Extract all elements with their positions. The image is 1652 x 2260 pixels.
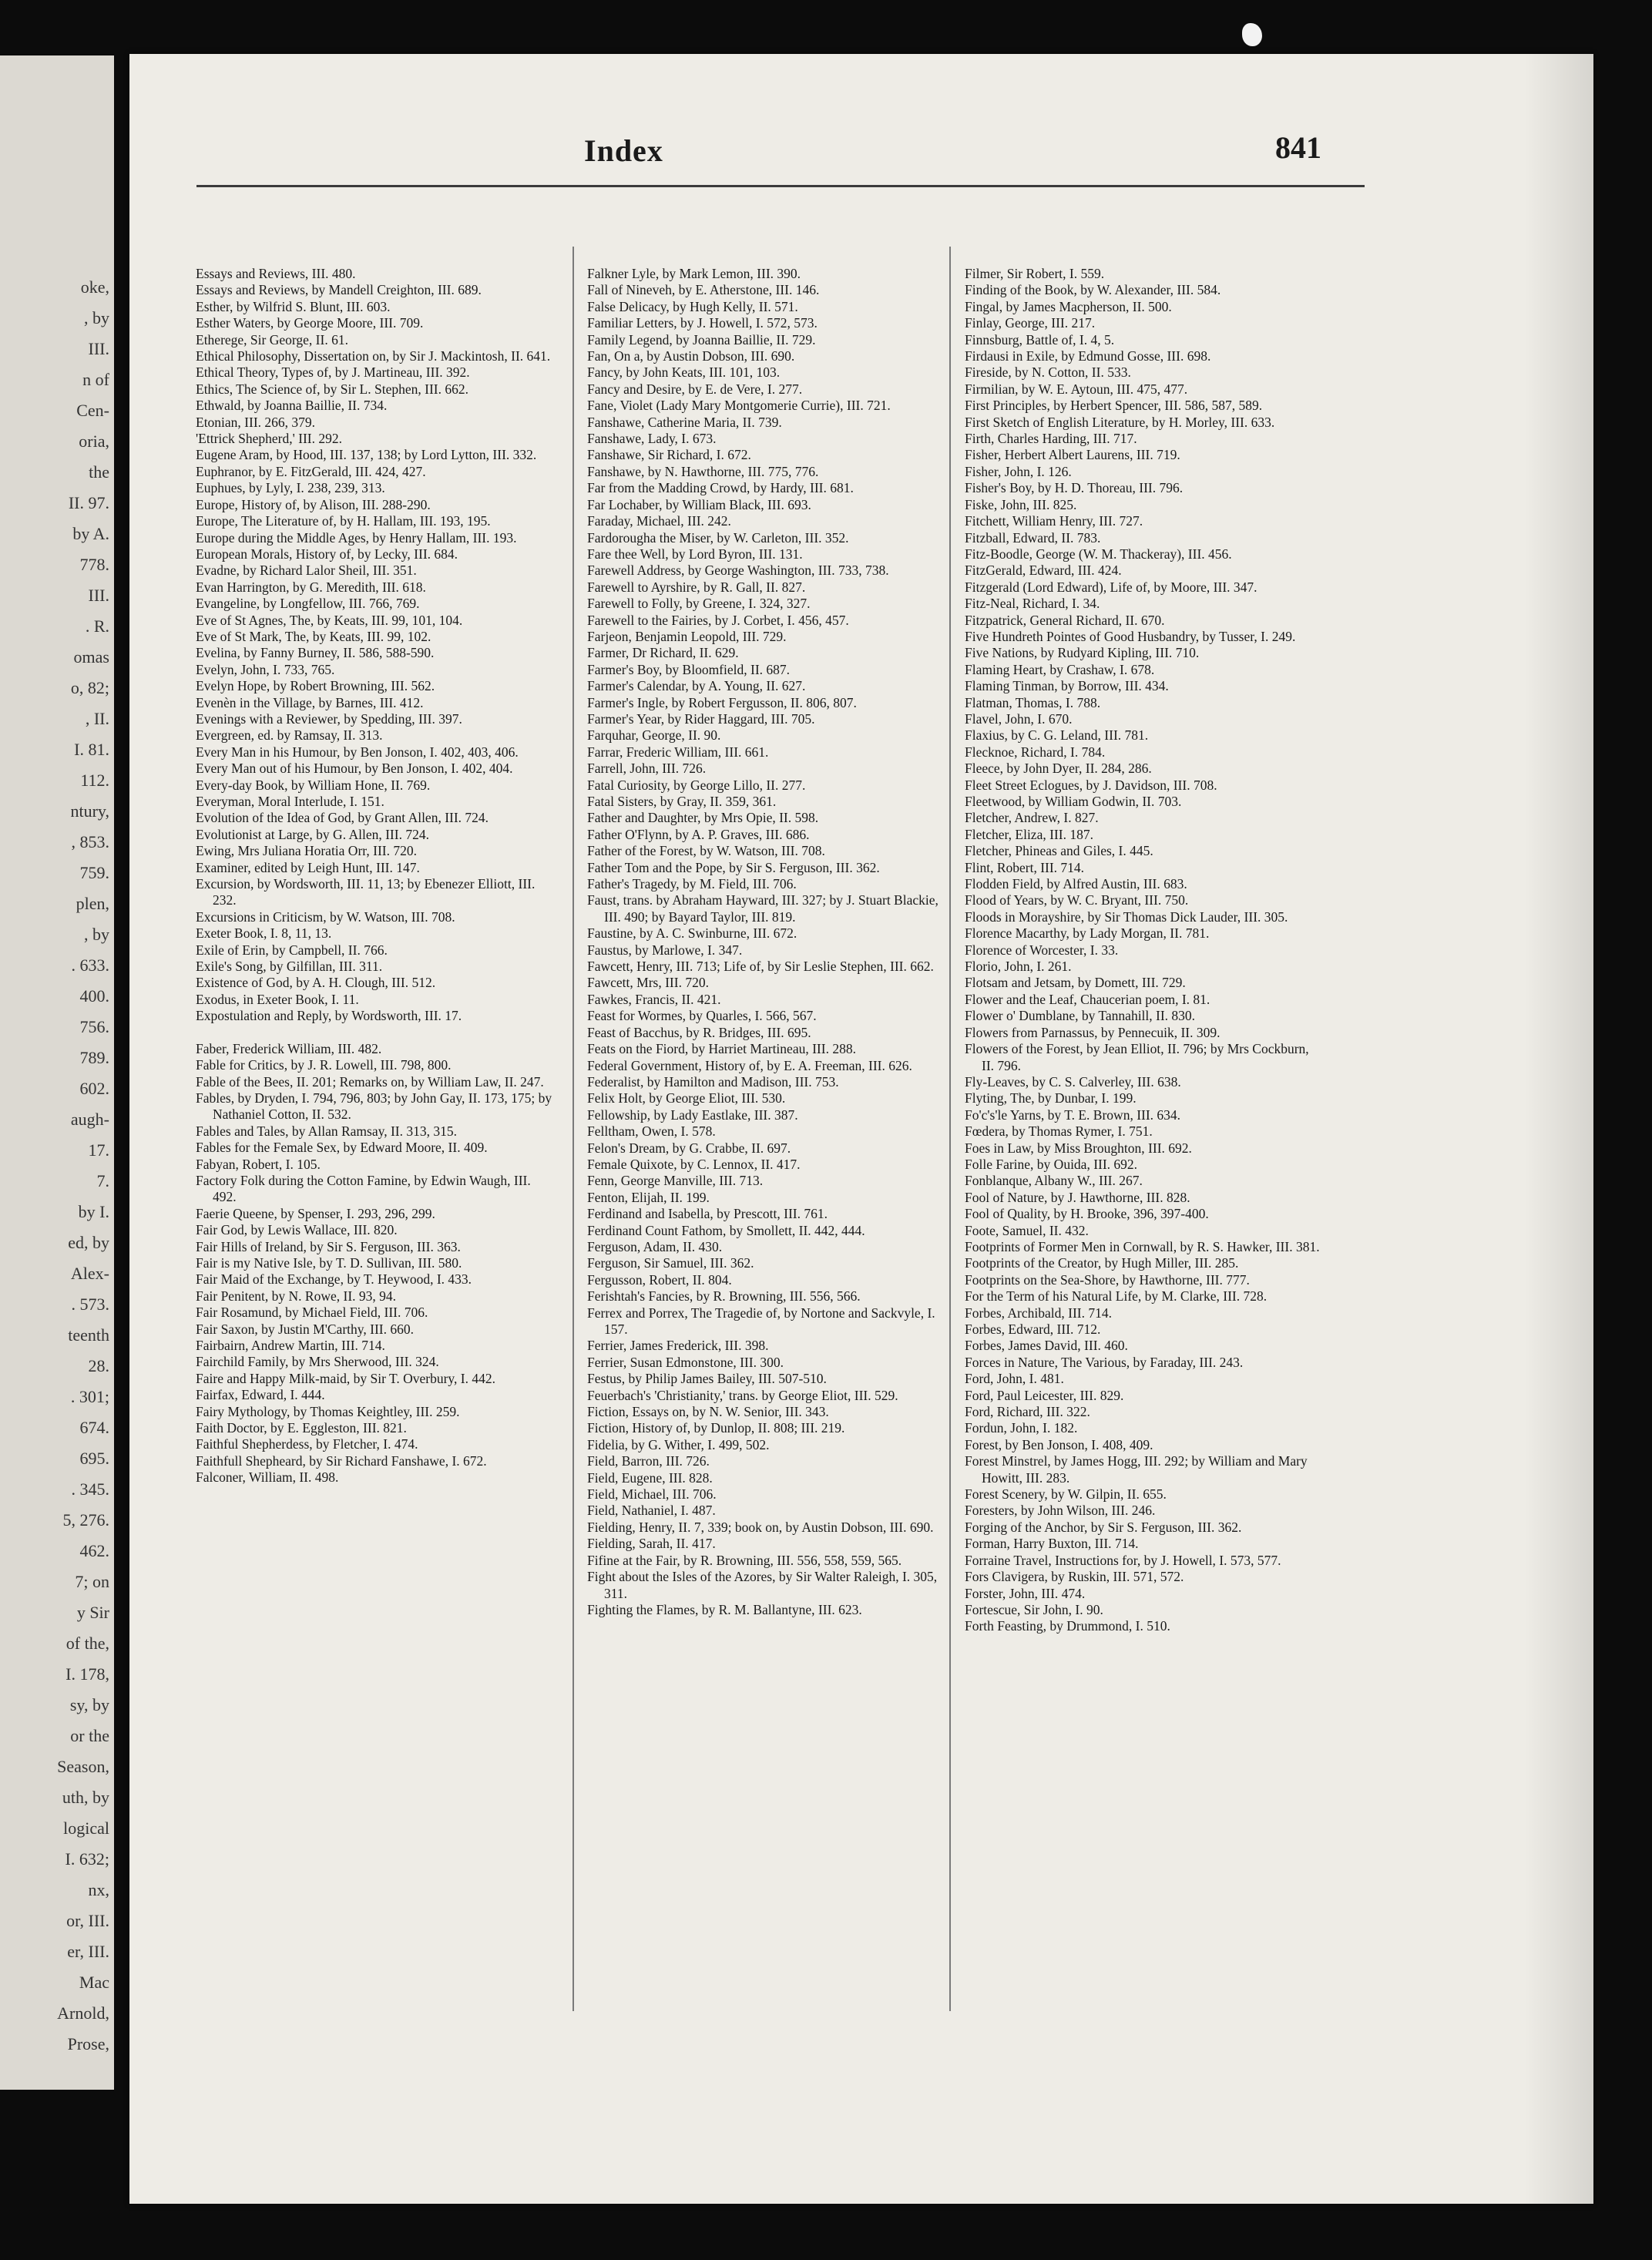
- index-entry: Ethical Theory, Types of, by J. Martineau, III. 392.: [196, 364, 470, 381]
- index-entry: Forbes, James David, III. 460.: [965, 1338, 1128, 1354]
- left-page-fragment: 112.: [80, 771, 109, 790]
- index-entry: Farewell to Folly, by Greene, I. 324, 327.: [587, 596, 811, 612]
- index-entry: Fitzball, Edward, II. 783.: [965, 529, 1101, 546]
- index-column-3: [965, 266, 1323, 1635]
- left-page-fragment: Mac: [79, 1973, 109, 1992]
- index-entry: Flowers from Parnassus, by Pennecuik, II. 309.: [965, 1024, 1221, 1040]
- index-entry: Evelyn, John, I. 733, 765.: [196, 661, 335, 677]
- index-entry: Firdausi in Exile, by Edmund Gosse, III. 698.: [965, 348, 1211, 364]
- left-page-fragment: ntury,: [70, 801, 109, 821]
- index-entry: Feats on the Fiord, by Harriet Martineau, III. 288.: [587, 1041, 856, 1057]
- left-page-fragment: Season,: [57, 1757, 109, 1776]
- index-entry: Evenèn in the Village, by Barnes, III. 412.: [196, 694, 424, 710]
- left-page-fragment: 7.: [96, 1171, 109, 1190]
- index-entry: Forth Feasting, by Drummond, I. 510.: [965, 1618, 1170, 1634]
- left-page-fragment: or, III.: [66, 1911, 109, 1930]
- index-entry: Exodus, in Exeter Book, I. 11.: [196, 991, 359, 1007]
- index-entry: Field, Michael, III. 706.: [587, 1486, 717, 1503]
- index-entry: Finnsburg, Battle of, I. 4, 5.: [965, 331, 1115, 348]
- index-entry: Fleece, by John Dyer, II. 284, 286.: [965, 761, 1152, 777]
- index-entry: Foote, Samuel, II. 432.: [965, 1222, 1089, 1238]
- index-column-2: [587, 266, 945, 1618]
- index-entry: Fair Hills of Ireland, by Sir S. Ferguson, III. 363.: [196, 1238, 461, 1254]
- index-entry: Fitz-Boodle, George (W. M. Thackeray), III. 456.: [965, 546, 1232, 562]
- index-entry: Excursion, by Wordsworth, III. 11, 13; by Ebenezer Elliott, III. 232.: [196, 876, 536, 908]
- index-entry: Fool of Nature, by J. Hawthorne, III. 828.: [965, 1189, 1190, 1205]
- left-page-fragment: augh-: [70, 1110, 109, 1129]
- index-entry: Fairy Mythology, by Thomas Keightley, III. 259.: [196, 1403, 460, 1419]
- index-entry: Fable for Critics, by J. R. Lowell, III. 798, 800.: [196, 1057, 452, 1073]
- index-entry: Fairbairn, Andrew Martin, III. 714.: [196, 1338, 385, 1353]
- index-entry: FitzGerald, Edward, III. 424.: [965, 562, 1122, 579]
- left-page-fragment: 28.: [88, 1356, 109, 1375]
- index-entry: Feast for Wormes, by Quarles, I. 566, 567.: [587, 1008, 817, 1024]
- index-entry: Flowers of the Forest, by Jean Elliot, II. 796; by Mrs Cockburn, II. 796.: [965, 1041, 1309, 1073]
- index-entry: Footprints of the Creator, by Hugh Miller, III. 285.: [965, 1255, 1239, 1271]
- index-entry: Flecknoe, Richard, I. 784.: [965, 744, 1106, 760]
- index-entry: Flower and the Leaf, Chaucerian poem, I. 81.: [965, 991, 1210, 1007]
- left-page-fragment: Arnold,: [57, 2003, 109, 2023]
- index-entry: Falconer, William, II. 498.: [196, 1469, 339, 1486]
- index-entry: Fair is my Native Isle, by T. D. Sullivan, III. 580.: [196, 1254, 462, 1271]
- left-page-fragment: 778.: [79, 555, 109, 574]
- left-page-fragment: I. 178,: [65, 1664, 109, 1684]
- index-entry: Foes in Law, by Miss Broughton, III. 692.: [965, 1140, 1192, 1156]
- index-entry: Fenn, George Manville, III. 713.: [587, 1173, 764, 1189]
- index-entry: Faerie Queene, by Spenser, I. 293, 296, 299.: [196, 1205, 435, 1221]
- index-entry: Ethwald, by Joanna Baillie, II. 734.: [196, 398, 388, 414]
- left-page-fragment: teenth: [68, 1325, 109, 1345]
- left-page-edge: [0, 55, 114, 2090]
- index-entry: Fidelia, by G. Wither, I. 499, 502.: [587, 1436, 770, 1452]
- index-entry: Forraine Travel, Instructions for, by J. Howell, I. 573, 577.: [965, 1552, 1281, 1568]
- index-entry: Fane, Violet (Lady Mary Montgomerie Currie), III. 721.: [587, 398, 891, 414]
- index-entry: Evolution of the Idea of God, by Grant Allen, III. 724.: [196, 810, 489, 826]
- index-entry: Fitzpatrick, General Richard, II. 670.: [965, 612, 1165, 628]
- index-entry: Forest, by Ben Jonson, I. 408, 409.: [965, 1436, 1153, 1452]
- index-entry: Faber, Frederick William, III. 482.: [196, 1040, 382, 1056]
- index-entry: Forbes, Archibald, III. 714.: [965, 1305, 1113, 1321]
- index-entry: Ferguson, Adam, II. 430.: [587, 1238, 723, 1254]
- index-entry: Examiner, edited by Leigh Hunt, III. 147.: [196, 859, 420, 875]
- index-entry: Forest Minstrel, by James Hogg, III. 292; by William and Mary Howitt, III. 283.: [965, 1453, 1308, 1486]
- index-entry: Exeter Book, I. 8, 11, 13.: [196, 925, 332, 942]
- index-entry: Faustine, by A. C. Swinburne, III. 672.: [587, 925, 797, 942]
- left-page-fragment: III.: [88, 339, 109, 358]
- index-entry: Flower o' Dumblane, by Tannahill, II. 830.: [965, 1008, 1196, 1024]
- index-entry: Fool of Quality, by H. Brooke, 396, 397-400.: [965, 1206, 1209, 1222]
- index-entry: Flood of Years, by W. C. Bryant, III. 750.: [965, 892, 1189, 908]
- index-entry: Forces in Nature, The Various, by Faraday, III. 243.: [965, 1354, 1244, 1370]
- index-entry: Europe during the Middle Ages, by Henry Hallam, III. 193.: [196, 529, 517, 546]
- index-entry: Familiar Letters, by J. Howell, I. 572, 573.: [587, 315, 818, 331]
- left-page-fragment: , 853.: [71, 832, 109, 851]
- left-page-fragment: uth, by: [62, 1788, 109, 1807]
- index-entry: Forster, John, III. 474.: [965, 1585, 1086, 1601]
- index-entry: Ferdinand and Isabella, by Prescott, III. 761.: [587, 1206, 828, 1222]
- left-page-fragment: 7; on: [75, 1572, 109, 1591]
- index-entry: Fletcher, Andrew, I. 827.: [965, 810, 1099, 826]
- index-entry: Flyting, The, by Dunbar, I. 199.: [965, 1090, 1137, 1106]
- index-entry: Fawkes, Francis, II. 421.: [587, 991, 721, 1007]
- index-entry: Flaming Tinman, by Borrow, III. 434.: [965, 678, 1169, 694]
- index-entry: Flaming Heart, by Crashaw, I. 678.: [965, 661, 1155, 677]
- index-entry: Fable of the Bees, II. 201; Remarks on, by William Law, II. 247.: [196, 1073, 544, 1090]
- index-entry: Family Legend, by Joanna Baillie, II. 729.: [587, 331, 816, 348]
- index-entry: Fletcher, Phineas and Giles, I. 445.: [965, 843, 1153, 859]
- index-entry: Fitchett, William Henry, III. 727.: [965, 513, 1143, 529]
- index-entry: Fors Clavigera, by Ruskin, III. 571, 572.: [965, 1569, 1184, 1585]
- index-entry: Farrell, John, III. 726.: [587, 761, 707, 777]
- index-entry: Eugene Aram, by Hood, III. 137, 138; by Lord Lytton, III. 332.: [196, 447, 537, 463]
- index-entry: Field, Nathaniel, I. 487.: [587, 1503, 716, 1519]
- index-entry: Ferrier, Susan Edmonstone, III. 300.: [587, 1354, 784, 1370]
- index-entry: Fitzgerald (Lord Edward), Life of, by Moore, III. 347.: [965, 579, 1257, 595]
- left-page-fragment: 695.: [79, 1449, 109, 1468]
- index-entry: Fair Penitent, by N. Rowe, II. 93, 94.: [196, 1288, 397, 1304]
- index-entry: Fan, On a, by Austin Dobson, III. 690.: [587, 348, 795, 364]
- left-page-fragment: y Sir: [76, 1603, 109, 1622]
- index-entry: Faustus, by Marlowe, I. 347.: [587, 942, 743, 958]
- left-page-fragment: , by: [84, 925, 109, 944]
- index-entry: Evelina, by Fanny Burney, II. 586, 588-590.: [196, 645, 435, 661]
- index-entry: Fabyan, Robert, I. 105.: [196, 1156, 321, 1172]
- index-entry: Farmer's Ingle, by Robert Fergusson, II. 806, 807.: [587, 694, 857, 710]
- left-page-fragment: . 345.: [71, 1479, 109, 1499]
- index-entry: Fight about the Isles of the Azores, by Sir Walter Raleigh, I. 305, 311.: [587, 1569, 938, 1601]
- left-page-fragment: plen,: [76, 894, 109, 913]
- index-entry: Faust, trans. by Abraham Hayward, III. 327; by J. Stuart Blackie, III. 490; by Bayard Taylor, III. 819.: [587, 892, 938, 925]
- index-entry: Ferdinand Count Fathom, by Smollett, II. 442, 444.: [587, 1222, 865, 1238]
- index-entry: Existence of God, by A. H. Clough, III. 512.: [196, 975, 436, 991]
- index-entry: Expostulation and Reply, by Wordsworth, III. 17.: [196, 1008, 462, 1024]
- left-page-fragment: the: [89, 462, 109, 482]
- left-page-fragment: nx,: [88, 1880, 109, 1899]
- index-entry: Fanshawe, Catherine Maria, II. 739.: [587, 414, 782, 430]
- index-entry: Evergreen, ed. by Ramsay, II. 313.: [196, 727, 383, 744]
- left-page-fragment: 602.: [79, 1079, 109, 1098]
- page-number: 841: [1275, 130, 1321, 165]
- index-entry: Florence Macarthy, by Lady Morgan, II. 781.: [965, 925, 1210, 942]
- left-page-fragment: III.: [88, 586, 109, 605]
- left-page-fragment: omas: [73, 647, 109, 667]
- index-entry: Flavel, John, I. 670.: [965, 710, 1073, 727]
- index-entry: Essays and Reviews, by Mandell Creighton, III. 689.: [196, 282, 482, 298]
- index-entry: Forman, Harry Buxton, III. 714.: [965, 1536, 1139, 1552]
- index-entry: Ethics, The Science of, by Sir L. Stephen, III. 662.: [196, 381, 468, 397]
- index-entry: Fortescue, Sir John, I. 90.: [965, 1601, 1103, 1617]
- index-entry: Fairfax, Edward, I. 444.: [196, 1387, 325, 1403]
- left-page-fragment: oke,: [80, 277, 109, 297]
- index-entry: Far from the Madding Crowd, by Hardy, III. 681.: [587, 480, 854, 496]
- index-entry: Finlay, George, III. 217.: [965, 315, 1096, 331]
- index-entry: Eve of St Mark, The, by Keats, III. 99, 102.: [196, 628, 431, 644]
- index-entry: Fair God, by Lewis Wallace, III. 820.: [196, 1222, 398, 1238]
- index-entry: Fenton, Elijah, II. 199.: [587, 1189, 710, 1205]
- index-entry: Evan Harrington, by G. Meredith, III. 618.: [196, 579, 426, 595]
- index-entry: Field, Barron, III. 726.: [587, 1453, 710, 1469]
- left-page-fragment: 674.: [79, 1418, 109, 1437]
- index-entry: Five Nations, by Rudyard Kipling, III. 710.: [965, 645, 1200, 661]
- index-entry: Europe, History of, by Alison, III. 288-290.: [196, 496, 431, 512]
- index-entry: Evangeline, by Longfellow, III. 766, 769.: [196, 596, 420, 612]
- index-entry: Fiction, History of, by Dunlop, II. 808; III. 219.: [587, 1420, 845, 1436]
- left-page-fragment: . 301;: [70, 1387, 109, 1406]
- left-page-fragment: n of: [82, 370, 109, 389]
- index-entry: Fiske, John, III. 825.: [965, 496, 1077, 512]
- index-entry: Felix Holt, by George Eliot, III. 530.: [587, 1090, 786, 1106]
- index-entry: Ferguson, Sir Samuel, III. 362.: [587, 1255, 754, 1271]
- index-entry: Farmer, Dr Richard, II. 629.: [587, 645, 739, 661]
- index-entry: Falkner Lyle, by Mark Lemon, III. 390.: [587, 266, 801, 281]
- left-page-fragment: ed, by: [68, 1233, 109, 1252]
- index-entry: Fanshawe, Sir Richard, I. 672.: [587, 447, 751, 463]
- index-entry: Farewell Address, by George Washington, III. 733, 738.: [587, 562, 889, 579]
- index-entry: Exile's Song, by Gilfillan, III. 311.: [196, 959, 383, 975]
- index-entry: Foresters, by John Wilson, III. 246.: [965, 1503, 1156, 1519]
- left-page-fragment: , by: [84, 308, 109, 327]
- index-entry: Footprints of Former Men in Cornwall, by R. S. Hawker, III. 381.: [965, 1238, 1320, 1254]
- index-entry: Evadne, by Richard Lalor Sheil, III. 351.: [196, 562, 417, 579]
- left-page-fragment: 756.: [79, 1017, 109, 1036]
- index-entry: Federal Government, History of, by E. A. Freeman, III. 626.: [587, 1057, 912, 1073]
- index-entry: Folle Farine, by Ouida, III. 692.: [965, 1156, 1138, 1172]
- index-entry: Feuerbach's 'Christianity,' trans. by George Eliot, III. 529.: [587, 1387, 898, 1403]
- index-entry: Etonian, III. 266, 379.: [196, 414, 316, 430]
- index-entry: Factory Folk during the Cotton Famine, by Edwin Waugh, III. 492.: [196, 1172, 531, 1205]
- index-entry: Euphranor, by E. FitzGerald, III. 424, 427.: [196, 463, 426, 479]
- index-entry: Esther Waters, by George Moore, III. 709.: [196, 315, 424, 331]
- index-entry: Festus, by Philip James Bailey, III. 507-510.: [587, 1371, 827, 1387]
- index-entry: Fisher, John, I. 126.: [965, 463, 1072, 479]
- left-page-fragment: I. 632;: [65, 1849, 109, 1869]
- index-entry: Farmer's Year, by Rider Haggard, III. 705.: [587, 710, 815, 727]
- index-entry: Ferishtah's Fancies, by R. Browning, III. 556, 566.: [587, 1288, 861, 1305]
- index-entry: Ferrier, James Frederick, III. 398.: [587, 1338, 769, 1354]
- index-entry: For the Term of his Natural Life, by M. Clarke, III. 728.: [965, 1288, 1268, 1305]
- index-entry: Ford, Paul Leicester, III. 829.: [965, 1387, 1124, 1403]
- index-entry: Finding of the Book, by W. Alexander, III. 584.: [965, 282, 1221, 298]
- index-entry: Floods in Morayshire, by Sir Thomas Dick Lauder, III. 305.: [965, 908, 1288, 925]
- index-entry: Fables and Tales, by Allan Ramsay, II. 313, 315.: [196, 1123, 458, 1139]
- index-entry: Fardorougha the Miser, by W. Carleton, III. 352.: [587, 529, 849, 546]
- left-page-fragment: 400.: [79, 986, 109, 1006]
- left-page-fragment: . 573.: [71, 1295, 109, 1314]
- index-entry: Fanshawe, Lady, I. 673.: [587, 431, 717, 447]
- index-entry: Five Hundreth Pointes of Good Husbandry, by Tusser, I. 249.: [965, 628, 1296, 644]
- left-page-fragment: Alex-: [70, 1264, 109, 1283]
- index-entry: Firmilian, by W. E. Aytoun, III. 475, 477.: [965, 381, 1188, 397]
- index-entry: Everyman, Moral Interlude, I. 151.: [196, 794, 384, 809]
- index-entry: Fletcher, Eliza, III. 187.: [965, 826, 1093, 842]
- index-entry: First Sketch of English Literature, by H. Morley, III. 633.: [965, 414, 1275, 430]
- index-entry: Footprints on the Sea-Shore, by Hawthorne, III. 777.: [965, 1271, 1250, 1288]
- index-entry: Ethical Philosophy, Dissertation on, by Sir J. Mackintosh, II. 641.: [196, 348, 551, 364]
- index-entry: Europe, The Literature of, by H. Hallam, III. 193, 195.: [196, 513, 491, 529]
- index-entry: Filmer, Sir Robert, I. 559.: [965, 266, 1105, 281]
- index-entry: Father Tom and the Pope, by Sir S. Ferguson, III. 362.: [587, 859, 880, 875]
- left-page-fragment: er, III.: [67, 1942, 109, 1961]
- left-page-fragment: 789.: [79, 1048, 109, 1067]
- index-entry: Excursions in Criticism, by W. Watson, III. 708.: [196, 908, 455, 925]
- index-entry: Florio, John, I. 261.: [965, 959, 1072, 975]
- index-entry: Felltham, Owen, I. 578.: [587, 1123, 716, 1140]
- index-entry: Ford, Richard, III. 322.: [965, 1404, 1090, 1420]
- left-page-fragment: oria,: [79, 432, 109, 451]
- left-page-fragment: . 633.: [71, 955, 109, 975]
- index-entry: Forest Scenery, by W. Gilpin, II. 655.: [965, 1486, 1167, 1503]
- index-entry: Eve of St Agnes, The, by Keats, III. 99, 101, 104.: [196, 612, 463, 628]
- index-entry: Fielding, Henry, II. 7, 339; book on, by Austin Dobson, III. 690.: [587, 1519, 934, 1535]
- index-entry: Fair Saxon, by Justin M'Carthy, III. 660.: [196, 1321, 414, 1337]
- index-entry: Every Man out of his Humour, by Ben Jonson, I. 402, 404.: [196, 761, 513, 777]
- header-rule: [196, 185, 1365, 187]
- left-page-fragment: II. 97.: [68, 493, 109, 512]
- index-entry: Fatal Curiosity, by George Lillo, II. 277.: [587, 777, 806, 793]
- left-page-fragment: 759.: [79, 863, 109, 882]
- index-entry: Fiction, Essays on, by N. W. Senior, III. 343.: [587, 1404, 829, 1420]
- index-entry: Fo'c's'le Yarns, by T. E. Brown, III. 634.: [965, 1106, 1181, 1123]
- index-entry: Faire and Happy Milk-maid, by Sir T. Overbury, I. 442.: [196, 1370, 495, 1386]
- index-entry: Euphues, by Lyly, I. 238, 239, 313.: [196, 480, 385, 496]
- index-entry: Fleet Street Eclogues, by J. Davidson, III. 708.: [965, 777, 1217, 793]
- left-page-fragment: 17.: [88, 1140, 109, 1160]
- index-entry: Evelyn Hope, by Robert Browning, III. 562.: [196, 678, 435, 694]
- index-entry: Ferrex and Porrex, The Tragedie of, by Nortone and Sackvyle, I. 157.: [587, 1305, 935, 1337]
- index-entry: Farquhar, George, II. 90.: [587, 727, 721, 744]
- index-entry: Flaxius, by C. G. Leland, III. 781.: [965, 727, 1149, 744]
- index-entry: Farewell to the Fairies, by J. Corbet, I. 456, 457.: [587, 612, 849, 628]
- index-entry: Forbes, Edward, III. 712.: [965, 1321, 1101, 1337]
- index-entry: Fœdera, by Thomas Rymer, I. 751.: [965, 1123, 1153, 1140]
- index-entry: Feast of Bacchus, by R. Bridges, III. 695.: [587, 1024, 811, 1040]
- index-entry: Fireside, by N. Cotton, II. 533.: [965, 364, 1131, 381]
- index-entry: Father and Daughter, by Mrs Opie, II. 598.: [587, 810, 819, 826]
- index-entry: Farrar, Frederic William, III. 661.: [587, 744, 769, 760]
- index-entry: Fellowship, by Lady Eastlake, III. 387.: [587, 1106, 798, 1123]
- index-entry: Field, Eugene, III. 828.: [587, 1469, 713, 1486]
- index-entry: Florence of Worcester, I. 33.: [965, 942, 1119, 958]
- index-entry: Fatal Sisters, by Gray, II. 359, 361.: [587, 794, 777, 809]
- index-entry: False Delicacy, by Hugh Kelly, II. 571.: [587, 298, 798, 314]
- index-entry: Faraday, Michael, III. 242.: [587, 513, 731, 529]
- left-page-fragment: 462.: [79, 1541, 109, 1560]
- index-entry: Faithful Shepherdess, by Fletcher, I. 474.: [196, 1436, 418, 1452]
- index-entry: Fisher's Boy, by H. D. Thoreau, III. 796.: [965, 480, 1184, 496]
- index-entry: Esther, by Wilfrid S. Blunt, III. 603.: [196, 298, 391, 314]
- index-entry: Federalist, by Hamilton and Madison, III. 753.: [587, 1073, 839, 1090]
- index-entry: Farewell to Ayrshire, by R. Gall, II. 827.: [587, 579, 806, 595]
- index-entry: Fleetwood, by William Godwin, II. 703.: [965, 794, 1182, 809]
- index-entry: Faithfull Shepheard, by Sir Richard Fanshawe, I. 672.: [196, 1452, 487, 1469]
- scan-speck: [1242, 23, 1262, 46]
- index-entry: Every Man in his Humour, by Ben Jonson, I. 402, 403, 406.: [196, 744, 519, 760]
- index-entry: Fare thee Well, by Lord Byron, III. 131.: [587, 546, 803, 562]
- left-page-fragment: I. 81.: [74, 740, 109, 759]
- index-entry: Felon's Dream, by G. Crabbe, II. 697.: [587, 1140, 791, 1156]
- index-entry: Fancy and Desire, by E. de Vere, I. 277.: [587, 381, 803, 397]
- left-page-fragment: of the,: [65, 1634, 109, 1653]
- index-entry: Fifine at the Fair, by R. Browning, III. 556, 558, 559, 565.: [587, 1552, 902, 1568]
- index-entry: Fanshawe, by N. Hawthorne, III. 775, 776.: [587, 463, 819, 479]
- index-entry: Forging of the Anchor, by Sir S. Ferguson, III. 362.: [965, 1519, 1242, 1535]
- index-entry: Ewing, Mrs Juliana Horatia Orr, III. 720.: [196, 843, 418, 859]
- left-page-fragment: Prose,: [67, 2034, 109, 2053]
- index-entry: Etherege, Sir George, II. 61.: [196, 331, 348, 348]
- index-entry: Flotsam and Jetsam, by Domett, III. 729.: [965, 975, 1186, 991]
- index-entry: Fawcett, Mrs, III. 720.: [587, 975, 709, 991]
- index-entry: Farmer's Calendar, by A. Young, II. 627.: [587, 678, 806, 694]
- index-entry: Flatman, Thomas, I. 788.: [965, 694, 1101, 710]
- index-entry: Fighting the Flames, by R. M. Ballantyne, III. 623.: [587, 1601, 862, 1617]
- index-entry: Father's Tragedy, by M. Field, III. 706.: [587, 876, 797, 892]
- page-title: Index: [584, 133, 663, 168]
- index-entry: Father O'Flynn, by A. P. Graves, III. 686.: [587, 826, 810, 842]
- index-entry: 'Ettrick Shepherd,' III. 292.: [196, 431, 343, 447]
- index-entry: Fordun, John, I. 182.: [965, 1420, 1078, 1436]
- index-entry: European Morals, History of, by Lecky, III. 684.: [196, 546, 458, 562]
- index-entry: Fonblanque, Albany W., III. 267.: [965, 1173, 1143, 1189]
- column-divider: [949, 247, 951, 2011]
- left-page-fragment: sy, by: [69, 1695, 109, 1714]
- index-entry: Faith Doctor, by E. Eggleston, III. 821.: [196, 1420, 407, 1436]
- left-page-fragment: logical: [63, 1818, 109, 1838]
- index-entry: Female Quixote, by C. Lennox, II. 417.: [587, 1156, 801, 1172]
- index-entry: Fair Maid of the Exchange, by T. Heywood, I. 433.: [196, 1271, 472, 1288]
- left-page-fragment: by I.: [78, 1202, 109, 1221]
- left-page-fragment: , II.: [85, 709, 109, 728]
- index-entry: Fables for the Female Sex, by Edward Moore, II. 409.: [196, 1140, 488, 1156]
- left-page-fragment: by A.: [72, 524, 109, 543]
- index-entry: Exile of Erin, by Campbell, II. 766.: [196, 942, 388, 958]
- index-entry: Fair Rosamund, by Michael Field, III. 706.: [196, 1305, 428, 1321]
- index-entry: Fergusson, Robert, II. 804.: [587, 1271, 732, 1288]
- index-entry: Farjeon, Benjamin Leopold, III. 729.: [587, 628, 787, 644]
- index-entry: Evenings with a Reviewer, by Spedding, III. 397.: [196, 710, 462, 727]
- index-entry: Evolutionist at Large, by G. Allen, III. 724.: [196, 826, 429, 842]
- index-entry: Far Lochaber, by William Black, III. 693.: [587, 496, 811, 512]
- column-divider: [572, 247, 574, 2011]
- left-page-fragment: or the: [70, 1726, 109, 1745]
- index-entry: Fingal, by James Macpherson, II. 500.: [965, 298, 1172, 314]
- index-entry: Every-day Book, by William Hone, II. 769.: [196, 777, 431, 793]
- index-entry: Ford, John, I. 481.: [965, 1371, 1064, 1387]
- index-entry: Fielding, Sarah, II. 417.: [587, 1536, 716, 1552]
- index-entry: Fables, by Dryden, I. 794, 796, 803; by John Gay, II. 173, 175; by Nathaniel Cotton, II. 532.: [196, 1090, 552, 1123]
- index-entry: Farmer's Boy, by Bloomfield, II. 687.: [587, 661, 791, 677]
- index-entry: Fancy, by John Keats, III. 101, 103.: [587, 364, 781, 381]
- index-entry: Fly-Leaves, by C. S. Calverley, III. 638.: [965, 1073, 1181, 1090]
- index-entry: Flodden Field, by Alfred Austin, III. 683.: [965, 876, 1187, 892]
- index-entry: Fisher, Herbert Albert Laurens, III. 719.: [965, 447, 1180, 463]
- index-entry: Fall of Nineveh, by E. Atherstone, III. 146.: [587, 282, 820, 298]
- index-column-1: [196, 266, 554, 1486]
- index-entry: Essays and Reviews, III. 480.: [196, 266, 356, 281]
- left-page-fragment: Cen-: [76, 401, 109, 420]
- index-entry: Fitz-Neal, Richard, I. 34.: [965, 596, 1100, 612]
- index-entry: Fairchild Family, by Mrs Sherwood, III. 324.: [196, 1354, 439, 1370]
- left-page-fragment: . R.: [85, 616, 109, 636]
- index-entry: Father of the Forest, by W. Watson, III. 708.: [587, 843, 825, 859]
- index-entry: Firth, Charles Harding, III. 717.: [965, 431, 1137, 447]
- left-page-fragment: o, 82;: [70, 678, 109, 697]
- index-entry: Flint, Robert, III. 714.: [965, 859, 1085, 875]
- left-page-fragment: 5, 276.: [62, 1510, 109, 1530]
- index-entry: Fawcett, Henry, III. 713; Life of, by Sir Leslie Stephen, III. 662.: [587, 959, 934, 975]
- index-entry: First Principles, by Herbert Spencer, III. 586, 587, 589.: [965, 398, 1263, 414]
